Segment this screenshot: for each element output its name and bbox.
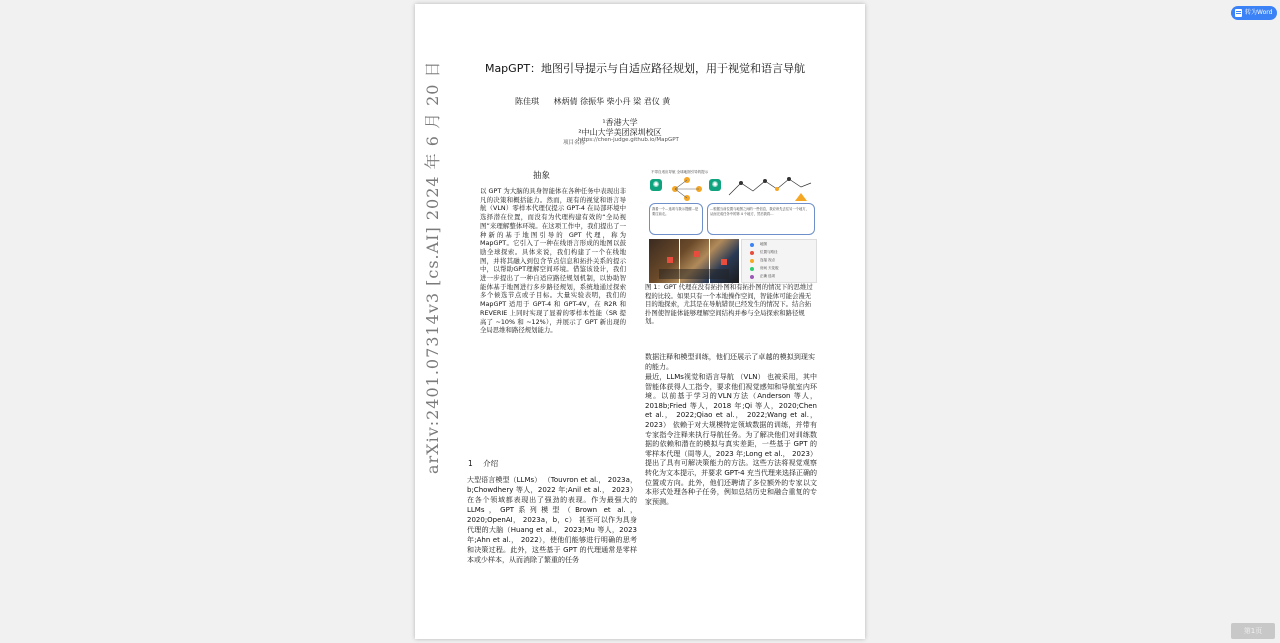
- figure-caption: 图 1：GPT 代理在没有拓扑图和有拓扑图的情况下的思维过程的比较。如果只有一个本地操作空间，智能体可能会漫无目的地探索，尤其是在导航错误已经发生的情况下。结合拓扑图使智能体能够理解空间结构并参与全局探索和路径规划。: [645, 283, 813, 326]
- project-line: [563, 137, 679, 146]
- affiliation-1: ¹香港大学: [602, 118, 638, 127]
- author-list: [515, 96, 682, 107]
- local-graph-icon: [667, 175, 707, 203]
- page-indicator[interactable]: 第1页: [1231, 623, 1275, 639]
- global-map-icon: [725, 173, 815, 203]
- affiliation-2: ²中山大学美团深圳校区: [578, 128, 662, 137]
- section-title: 介绍: [483, 459, 499, 468]
- word-doc-icon: [1235, 9, 1242, 17]
- right-column-para-2: 最近，LLMs视觉和语言导航 （VLN） 也被采用，其中智能体获得人工指令，要求他们视觉感知和导航室内环境。以前基于学习的VLN方法（Anderson 等人，2018b;Fried 等人，2018 年;Qi 等人，2020;Chen et al.， 2022;Qiao et al.， 2022;Wang et al.， 2023） 依赖于对大规模特定领域数据的训练，并带有专家指令注释来执行导航任务。为了解决他们对训练数据的依赖和潜在的模拟与真实差距，一些基于 GPT 的零样本代理（周等人，2023 年;Long et al.， 2023） 提出了具有可解决策能力的方法。这些方法将视觉观察转化为文本提示，并要求 GPT-4 充当代理来选择正确的位置或方向。此外，他们还聘请了多位额外的专家以文本形式处理各种子任务，例如总结历史和融合重复的专家预测。: [645, 373, 817, 506]
- legend-row: 地图: [760, 242, 767, 246]
- topology-legend: [741, 239, 817, 283]
- author-2: 林炳倩 徐振华 柴小丹 梁 君仪 黄: [553, 97, 671, 106]
- reasoning-bubble-left: 我看一个…选项与我示提醒…是要往前走。: [649, 203, 703, 235]
- project-link[interactable]: https://chen-judge.github.io/MapGPT: [578, 137, 679, 143]
- legend-row: 连接 视点: [760, 258, 776, 262]
- section-heading: [468, 458, 498, 469]
- project-label: 项目名称: [563, 140, 586, 146]
- figure-small-label: 不带自适应导航 全球地图引导的提示: [651, 170, 709, 174]
- convert-word-label: 转为Word: [1245, 9, 1273, 16]
- legend-row: 位置与路径: [760, 250, 778, 254]
- figure-1: [647, 167, 817, 285]
- author-1: 陈佳琪: [515, 97, 539, 106]
- panorama-image: [649, 239, 739, 283]
- paper-title: MapGPT：地图引导提示与自适应路径规划，用于视觉和语言导航: [484, 62, 806, 75]
- legend-markers: [745, 242, 759, 282]
- legend-row: 房间 天花板: [760, 266, 779, 270]
- arxiv-stamp: arXiv:2401.07314v3 [cs.AI] 2024 年 6 月 20 日: [423, 60, 442, 474]
- legend-row: 正确 选项: [760, 274, 776, 278]
- section-number: 1: [468, 459, 473, 468]
- gpt-icon: ✺: [709, 179, 721, 191]
- abstract-heading: 抽象: [533, 171, 551, 181]
- figure-bottom-panel: [647, 239, 817, 283]
- reasoning-bubble-right: …根据当前位置与地图之间的一些信息，我应该先去往另一个地方，从而完成任务中的第 4 个地方，然后我将…: [707, 203, 815, 235]
- figure-top-panel: [647, 167, 817, 237]
- gpt-icon: ✺: [650, 179, 662, 191]
- right-column-para-1: 数据注释和模型训练，他们还展示了卓越的模拟到现实的能力。: [645, 353, 815, 371]
- intro-text: 大型语言模型（LLMs） （Touvron et al.， 2023a，b;Chowdhery 等人，2022 年;Anil et al.， 2023） 在各个领域都表现出了强劲的表现。作为最强大的LLMs，GPT系列模型（Brown et al.， 2020;OpenAI， 2023a，b，c） 甚至可以作为具身代理的大脑（Huang et al.， 2023;Mu 等人，2023 年;Ahn et al.， 2022），使他们能够进行明确的思考和决策过程。此外，这些基于 GPT 的代理通常是零样本或少样本，从而消除了繁重的任务: [467, 476, 637, 564]
- pdf-page: [415, 4, 865, 639]
- convert-to-word-button[interactable]: [1231, 6, 1277, 20]
- abstract-text: 以 GPT 为大脑的具身智能体在各种任务中表现出非凡的决策和概括能力。然而，现有的视觉和语言导航（VLN）零样本代理仅提示 GPT-4 在局部环境中选择潜在位置，而没有为代理构建有效的“全局视图”来理解整体环境。在这项工作中，我们提出了一种新的基于地图引导的 GPT 代理，称为 MapGPT。它引入了一种在线语言形成的地图以鼓励全球探索。具体来说，我们构建了一个在线地图，并将其融入到包含节点信息和拓扑关系的提示中，以帮助GPT理解空间环境。借鉴该设计，我们进一步提出了一种自适应路径规划机制，以协助智能体基于地图进行多步路径规划，系统地通过探索多个候选节点或子目标。大量实验表明，我们的 MapGPT 适用于 GPT-4 和 GPT-4V，在 R2R 和 REVERIE 上同时实现了显着的零样本性能（SR 提高了 ~10% 和 ~12%），并展示了 GPT 新出现的全局思维和路径规划能力。: [480, 187, 626, 335]
